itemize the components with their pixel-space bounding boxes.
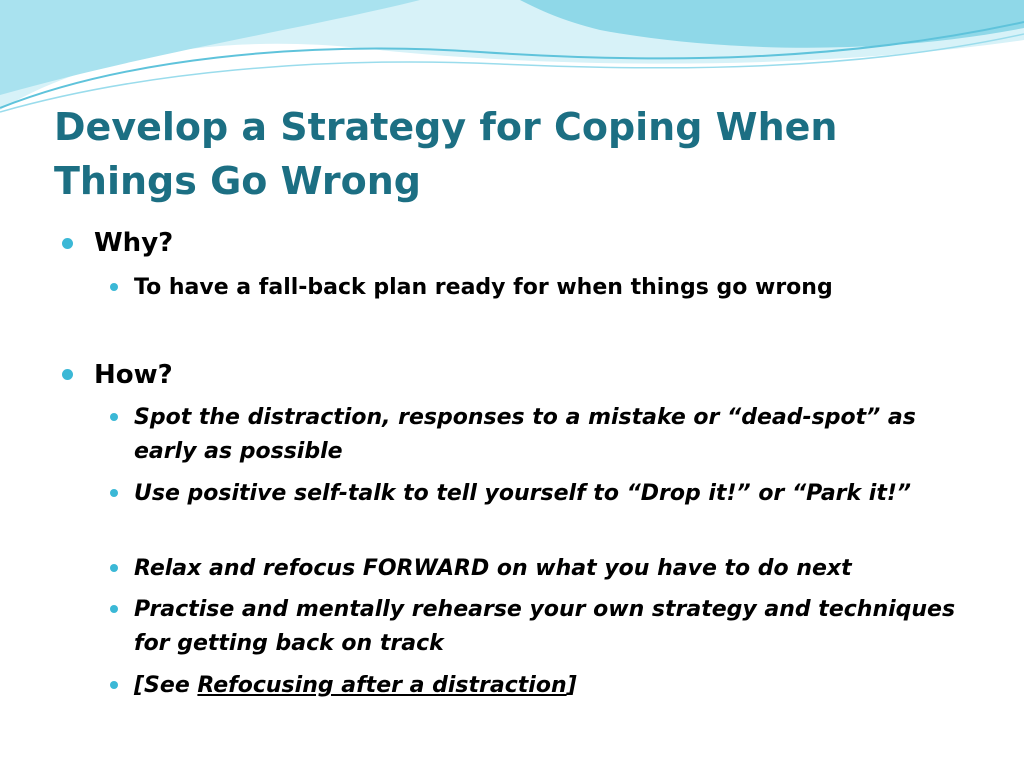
how-item: Spot the distraction, responses to a mistake or “dead-spot” as early as possible bbox=[134, 405, 916, 464]
bullet-dot bbox=[110, 681, 118, 689]
bullet-dot bbox=[110, 489, 118, 497]
why-item: To have a fall-back plan ready for when things go wrong bbox=[134, 275, 833, 300]
how-item: Relax and refocus FORWARD on what you have to do next bbox=[134, 556, 852, 581]
bullet-dot bbox=[110, 564, 118, 572]
see-prefix: [See bbox=[134, 673, 198, 698]
section-heading-how: How? bbox=[94, 360, 173, 390]
bullet-dot bbox=[110, 605, 118, 613]
bullet-dot bbox=[110, 283, 118, 291]
bullet-dot bbox=[62, 238, 73, 249]
slide-title: Develop a Strategy for Coping When Things Go Wrong bbox=[54, 105, 838, 203]
bullet-dot bbox=[110, 413, 118, 421]
refocusing-link[interactable]: Refocusing after a distraction bbox=[197, 673, 567, 698]
how-item: Practise and mentally rehearse your own strategy and techniques for getting back on track bbox=[134, 597, 956, 656]
section-heading-why: Why? bbox=[94, 228, 174, 258]
bullet-dot bbox=[62, 369, 73, 380]
how-item-see bbox=[134, 669, 974, 703]
how-item: Use positive self-talk to tell yourself to “Drop it!” or “Park it!” bbox=[134, 481, 912, 506]
see-suffix: ] bbox=[566, 673, 577, 698]
